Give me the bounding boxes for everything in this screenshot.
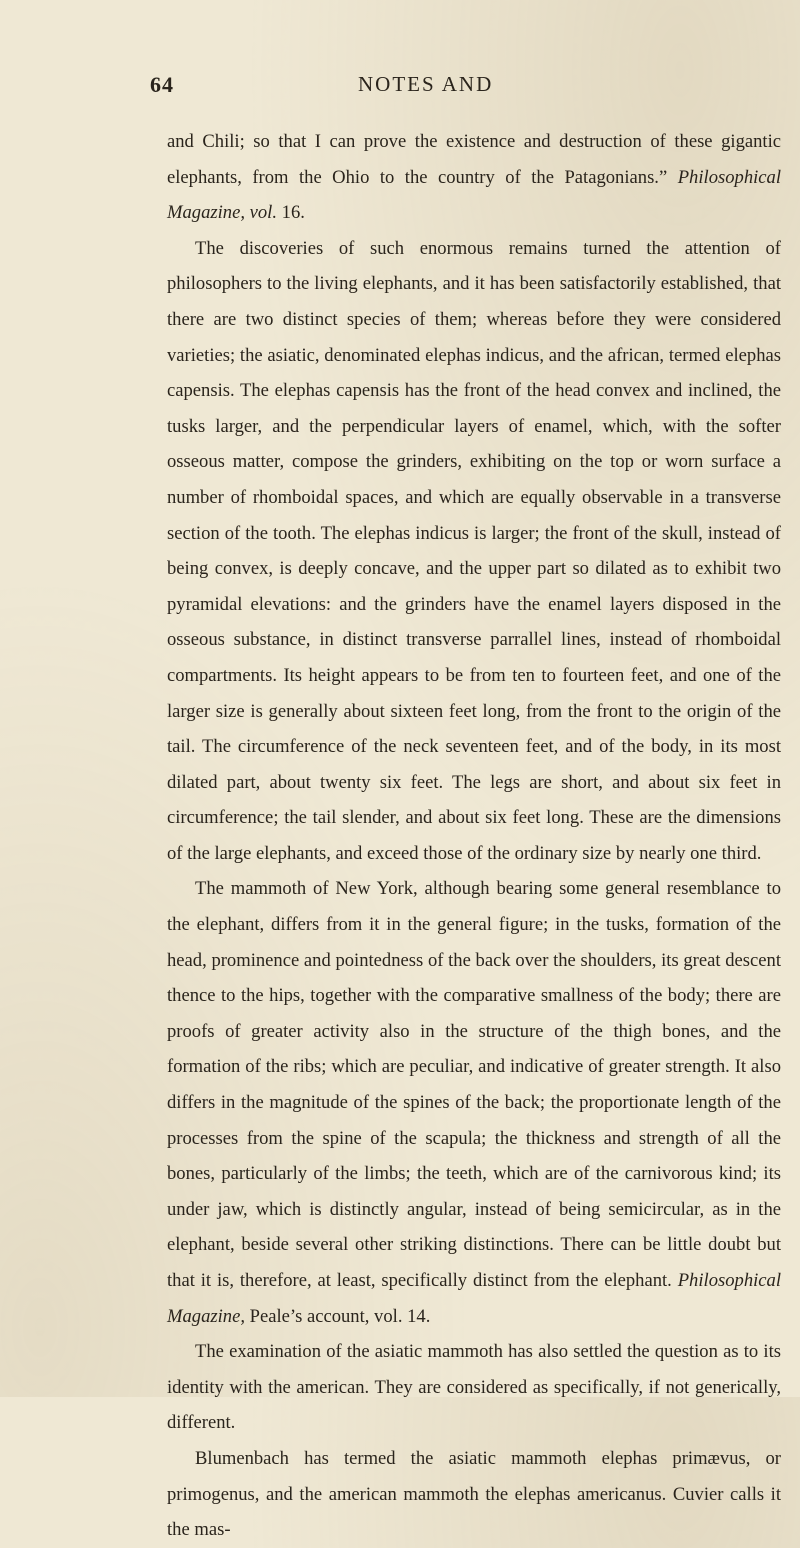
paragraph-text: and Chili; so that I can prove the existence and destruction of these gigantic elephants, from the Ohio to the country of the Patagonians.” bbox=[167, 131, 781, 188]
paragraph-1 bbox=[167, 124, 781, 231]
page-number: 64 bbox=[150, 72, 174, 97]
citation-volume: Peale’s account, vol. 14. bbox=[244, 1305, 431, 1327]
paragraph-4 bbox=[167, 1334, 781, 1441]
paragraph-3 bbox=[167, 871, 781, 1334]
body-text bbox=[167, 124, 781, 1548]
source-citation: Philosophical Magazine, bbox=[167, 1270, 781, 1327]
running-head-title: NOTES AND bbox=[358, 72, 494, 96]
paragraph-5 bbox=[167, 1441, 781, 1548]
paragraph-2 bbox=[167, 231, 781, 872]
paragraph-text: Blumenbach has termed the asiatic mammoth elephas primævus, or primogenus, and the american mammoth the elephas americanus. Cuvier calls it the mas- bbox=[167, 1447, 781, 1541]
running-head bbox=[150, 72, 770, 102]
citation-volume: 16. bbox=[277, 202, 305, 224]
paragraph-text: The examination of the asiatic mammoth has also settled the question as to its identity with the american. They are considered as specifically, if not generically, different. bbox=[167, 1341, 781, 1434]
source-citation: Philosophical Magazine, vol. bbox=[167, 166, 781, 224]
paragraph-text: The discoveries of such enormous remains turned the attention of philosophers to the living elephants, and it has been satisfactorily established, that there are two distinct species of them; whereas before they were considered varieties; the asiatic, denominated elephas indicus, and the african, termed elephas capensis. The elephas capensis has the front of the head convex and inclined, the tusks larger, and the perpendicular layers of enamel, which, with the softer osseous matter, compose the grinders, exhibiting on the top or worn surface a number of rhomboidal spaces, and which are equally observable in a transverse section of the tooth. The elephas indicus is larger; the front of the skull, instead of being convex, is deeply concave, and the upper part so dilated as to exhibit two pyramidal elevations: and the grinders have the enamel layers disposed in the osseous substance, in distinct transverse parrallel lines, instead of rhomboidal compartments. Its height appears to be from ten to fourteen feet, and one of the larger size is generally about sixteen feet long, from the front to the origin of the tail. The circumference of the neck seventeen feet, and of the body, in its most dilated part, about twenty six feet. The legs are short, and about six feet in circumference; the tail slender, and about six feet long. These are the dimensions of the large elephants, and exceed those of the ordinary size by nearly one third. bbox=[167, 237, 781, 864]
paragraph-text: The mammoth of New York, although bearing some general resemblance to the elephant, differs from it in the general figure; in the tusks, formation of the head, prominence and pointedness of the back over the shoulders, its great descent thence to the hips, together with the comparative smallness of the body; there are proofs of greater activity also in the structure of the thigh bones, and the formation of the ribs; which are peculiar, and indicative of greater strength. It also differs in the magnitude of the spines of the back; the proportionate length of the processes from the spine of the scapula; the thickness and strength of all the bones, particularly of the limbs; the teeth, which are of the carnivorous kind; its under jaw, which is distinctly angular, instead of being semicircular, as in the elephant, beside several other striking distinctions. There can be little doubt but that it is, therefore, at least, specifically distinct from the elephant. bbox=[167, 878, 781, 1291]
